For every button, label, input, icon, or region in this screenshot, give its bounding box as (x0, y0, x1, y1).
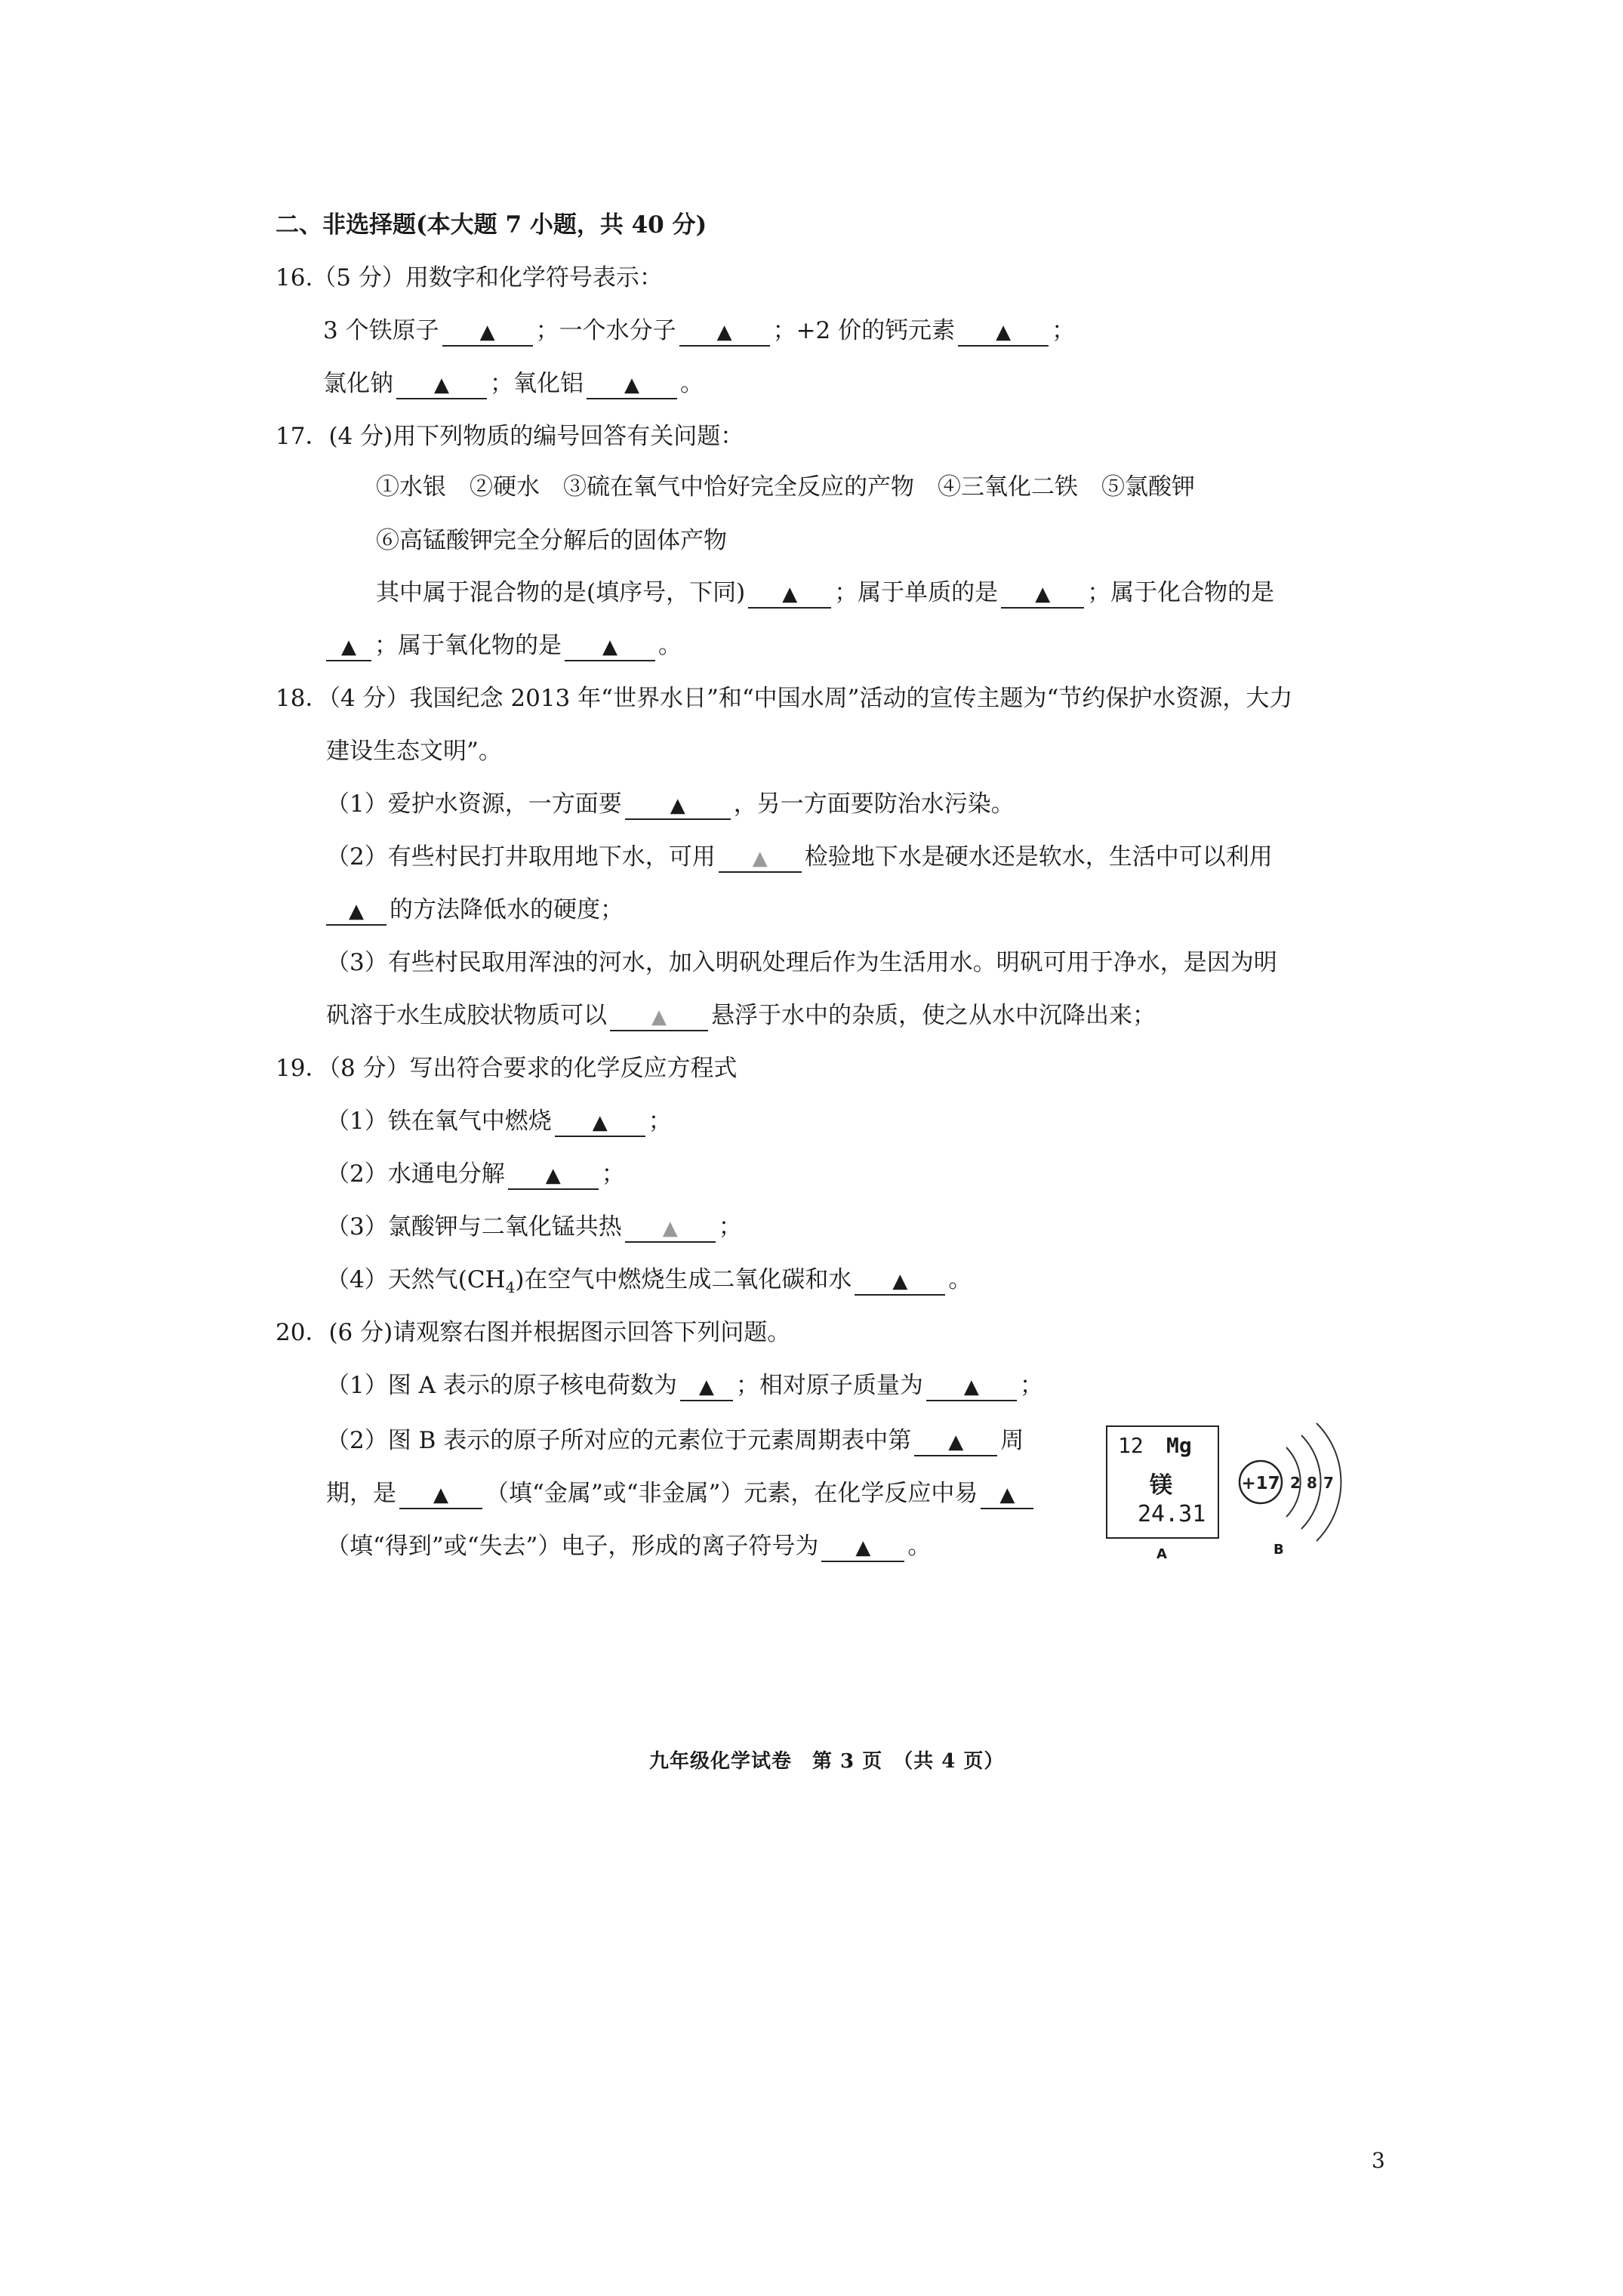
q17-text: 。 (658, 632, 682, 659)
q19-text: ； (648, 1108, 672, 1135)
q17-text: ；属于氧化物的是 (374, 632, 562, 659)
page-footer: 九年级化学试卷 第 3 页 （共 4 页） (649, 1750, 1005, 1773)
q16-line-2 (323, 368, 704, 399)
answer-blank[interactable] (821, 1533, 904, 1562)
answer-blank[interactable] (679, 318, 770, 347)
answer-mark: ▲ (602, 636, 617, 658)
answer-blank[interactable] (555, 1108, 645, 1137)
answer-mark: ▲ (1035, 583, 1051, 606)
nucleus-charge: +17 (1241, 1474, 1280, 1493)
answer-mark: ▲ (434, 374, 449, 396)
answer-blank[interactable] (442, 318, 533, 347)
q20-stem: 20．(6 分)请观察右图并根据图示回答下列问题。 (276, 1319, 791, 1346)
q19-text: ； (718, 1213, 742, 1240)
answer-blank[interactable] (508, 1161, 599, 1190)
q16-text: 3 个铁原子 (323, 317, 439, 344)
q18-text: 的方法降低水的硬度； (390, 896, 624, 923)
answer-mark: ▲ (999, 1484, 1015, 1506)
element-name: 镁 (1150, 1472, 1172, 1499)
answer-mark: ▲ (433, 1484, 448, 1506)
answer-blank[interactable] (326, 897, 387, 926)
q16-text: ；一个水分子 (535, 317, 676, 344)
q17-options-2: ⑥高锰酸钾完全分解后的固体产物 (376, 527, 727, 554)
q16-text: ； (1052, 317, 1076, 344)
q20-text: （2）图 B 表示的原子所对应的元素位于元素周期表中第 (326, 1427, 912, 1454)
q18-part-3-cont (326, 1000, 1156, 1031)
answer-mark: ▲ (948, 1431, 964, 1453)
q20-text: （填“得到”或“失去”）电子，形成的离子符号为 (326, 1533, 819, 1560)
q20-part-2 (326, 1425, 1024, 1456)
q16-line-1 (323, 316, 1075, 347)
answer-mark: ▲ (670, 794, 685, 817)
q17-text: 其中属于混合物的是(填序号，下同) (376, 579, 746, 606)
q19-part-3 (326, 1212, 742, 1243)
q19-stem: 19．（8 分）写出符合要求的化学反应方程式 (276, 1055, 738, 1082)
q19-text: ； (601, 1160, 625, 1188)
q18-part-1 (326, 789, 1015, 820)
q18-text: 检验地下水是硬水还是软水，生活中可以利用 (804, 843, 1273, 871)
q18-part-3: （3）有些村民取用浑浊的河水，加入明矾处理后作为生活用水。明矾可用于净水，是因为明 (326, 949, 1277, 976)
answer-mark: ▲ (624, 374, 639, 396)
shell-2-electrons: 8 (1307, 1474, 1317, 1492)
q20-text: （填“金属”或“非金属”）元素，在化学反应中易 (485, 1480, 978, 1507)
shell-3-electrons: 7 (1323, 1474, 1334, 1492)
answer-mark: ▲ (855, 1536, 871, 1559)
answer-blank[interactable] (748, 580, 831, 609)
q20-text: ； (1019, 1372, 1043, 1399)
answer-mark: ▲ (996, 321, 1012, 344)
answer-mark: ▲ (651, 1006, 667, 1028)
answer-blank[interactable] (855, 1267, 945, 1296)
answer-blank[interactable] (396, 371, 487, 399)
answer-blank[interactable] (399, 1481, 482, 1509)
q20-text: （1）图 A 表示的原子核电荷数为 (326, 1372, 677, 1399)
q20-text: 周 (1000, 1427, 1024, 1454)
answer-blank[interactable] (587, 371, 677, 399)
shell-1-electrons: 2 (1290, 1474, 1301, 1492)
answer-blank[interactable] (1001, 580, 1084, 609)
q20-text: 。 (907, 1533, 932, 1560)
q18-text: （1）爱护水资源，一方面要 (326, 791, 622, 818)
q19-text: （1）铁在氧气中燃烧 (326, 1108, 552, 1135)
q19-part-4 (326, 1265, 972, 1302)
q19-part-2 (326, 1159, 625, 1190)
answer-mark: ▲ (716, 321, 732, 344)
q19-text: （2）水通电分解 (326, 1160, 505, 1188)
answer-blank[interactable] (326, 633, 371, 661)
q18-part-2 (326, 842, 1273, 873)
q19-text: )在空气中燃烧生成二氧化碳和水 (515, 1266, 852, 1293)
answer-blank[interactable] (625, 1214, 716, 1243)
answer-mark: ▲ (545, 1164, 561, 1187)
q20-text: ；相对原子质量为 (735, 1372, 923, 1399)
q20-part-2-cont (326, 1478, 1036, 1509)
q18-part-2-cont (326, 895, 624, 926)
answer-blank[interactable] (719, 844, 802, 873)
answer-mark: ▲ (479, 321, 495, 344)
q19-text: 。 (948, 1266, 972, 1293)
figure-a-element-card (1106, 1425, 1219, 1539)
q20-text: 期，是 (326, 1480, 396, 1507)
answer-mark: ▲ (341, 636, 356, 658)
atomic-mass: 24.31 (1138, 1501, 1206, 1527)
figure-a-label: A (1156, 1546, 1167, 1562)
q17-options-1: ①水银 ②硬水 ③硫在氧气中恰好完全反应的产物 ④三氧化二铁 ⑤氯酸钾 (376, 473, 1195, 501)
q18-text: ，另一方面要防治水污染。 (733, 791, 1015, 818)
q16-text: ；氧化铝 (490, 370, 584, 397)
q16-text: 。 (680, 370, 704, 397)
q19-text: （4）天然气(CH (326, 1266, 506, 1293)
answer-mark: ▲ (698, 1376, 714, 1398)
answer-blank[interactable] (981, 1481, 1033, 1509)
q18-stem-1: 18．（4 分）我国纪念 2013 年“世界水日”和“中国水周”活动的宣传主题为“节约保护水资源，大力 (276, 685, 1293, 712)
answer-mark: ▲ (752, 847, 768, 870)
q16-text: 氯化钠 (323, 370, 393, 397)
answer-blank[interactable] (565, 633, 655, 661)
subscript: 4 (505, 1278, 516, 1297)
q20-part-2-cont-2 (326, 1531, 931, 1562)
q19-part-1 (326, 1106, 672, 1137)
answer-mark: ▲ (782, 583, 798, 606)
q18-text: 矾溶于水生成胶状物质可以 (326, 1002, 607, 1029)
section-header: 二、非选择题(本大题 7 小题，共 40 分) (276, 211, 707, 239)
answer-blank[interactable] (625, 791, 731, 820)
answer-mark: ▲ (892, 1270, 908, 1293)
q17-stem: 17．(4 分)用下列物质的编号回答有关问题： (276, 423, 744, 450)
q18-text: （2）有些村民打井取用地下水，可用 (326, 843, 716, 871)
answer-blank[interactable] (958, 318, 1049, 347)
q17-text: ；属于化合物的是 (1087, 579, 1275, 606)
element-symbol: Mg (1166, 1433, 1192, 1458)
q17-line-4 (326, 630, 682, 661)
answer-mark: ▲ (349, 900, 364, 923)
q17-text: ；属于单质的是 (834, 579, 999, 606)
figure-b-label: B (1273, 1542, 1284, 1558)
answer-blank[interactable] (926, 1373, 1017, 1401)
figure-b-atom-diagram (1223, 1416, 1359, 1552)
q20-part-1 (326, 1370, 1043, 1401)
atomic-number: 12 (1118, 1433, 1144, 1458)
answer-blank[interactable] (914, 1428, 997, 1456)
answer-blank[interactable] (680, 1373, 733, 1401)
answer-blank[interactable] (610, 1003, 708, 1031)
q17-line-3 (376, 578, 1274, 609)
page-number: 3 (1372, 2148, 1385, 2173)
answer-mark: ▲ (662, 1217, 678, 1240)
q18-text: 悬浮于水中的杂质，使之从水中沉降出来； (711, 1002, 1156, 1029)
q18-stem-2: 建设生态文明”。 (326, 738, 502, 765)
q16-stem: 16.（5 分）用数字和化学符号表示： (276, 264, 663, 291)
q16-text: ；+2 价的钙元素 (772, 317, 956, 344)
answer-mark: ▲ (963, 1376, 979, 1398)
q19-text: （3）氯酸钾与二氧化锰共热 (326, 1213, 622, 1240)
answer-mark: ▲ (592, 1111, 608, 1134)
